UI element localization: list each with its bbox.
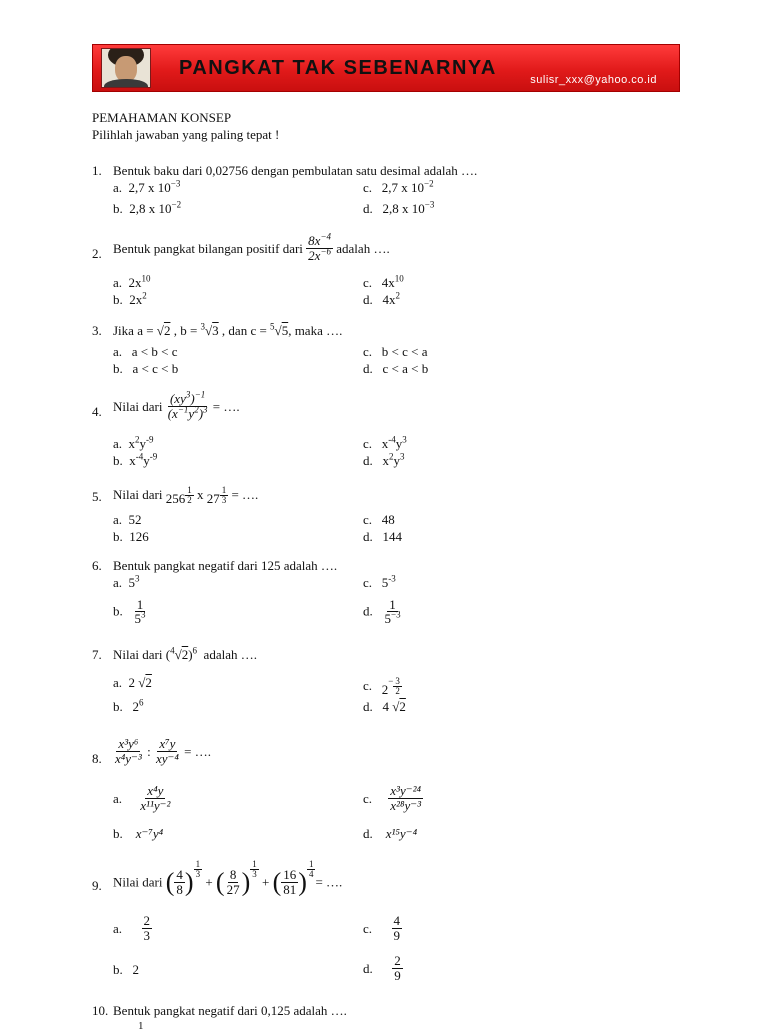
section-heading: PEMAHAMAN KONSEP: [92, 110, 232, 125]
q1-option-b[interactable]: b. 2,8 x $10^{-2}$: [113, 199, 182, 216]
q3-question: Jika a = √2 , b = $^3$√3 , dan c = $^5$√5, maka ….: [113, 321, 343, 338]
q10-number: 10.: [92, 1003, 109, 1018]
author-email: sulisr_xxx@yahoo.co.id: [530, 74, 657, 86]
q2-option-a[interactable]: a. $2x^{10}$: [113, 273, 151, 290]
q5-option-d[interactable]: d. 144: [363, 529, 402, 544]
q7-option-c[interactable]: c. 2− $\frac{3}{2}$: [363, 676, 400, 697]
q9-option-b[interactable]: b. 2: [113, 962, 139, 977]
q5-option-a[interactable]: a. 52: [113, 512, 142, 527]
q5-question: Nilai dari 256 $\frac{1}{2}$ x 27 $\frac{1}{3}$ = ….: [113, 485, 259, 506]
q1-option-d[interactable]: d. 2,8 x $10^{-3}$: [363, 199, 435, 216]
q8-option-d[interactable]: d. x¹⁵y⁻⁴: [363, 826, 418, 841]
q2-question: Bentuk pangkat bilangan positif dari $\frac{8x^{-4}}{2x^{-6}}$ adalah ….: [113, 231, 390, 263]
author-photo: [101, 48, 151, 88]
q1-text: Bentuk baku dari 0,02756 dengan pembulatan satu desimal adalah ….: [113, 163, 478, 178]
q9-question: Nilai dari ( $\frac{4}{8}$ ) $\frac{1}{3}$ + ( $\frac{8}{27}$ ) $\frac{1}{3}$ + ( $\frac{16}{81}$ ) $\frac{1}{4}$ = ….: [113, 859, 343, 897]
q6-text: Bentuk pangkat negatif dari 125 adalah ….: [113, 558, 338, 573]
q6-option-a[interactable]: a. $5^3$: [113, 573, 140, 590]
q4-option-d[interactable]: d. $x^2y^3$: [363, 451, 405, 468]
q1-option-a[interactable]: a. 2,7 x $10^{-3}$: [113, 178, 181, 195]
q2-fraction: $\frac{8x^{-4}}{2x^{-6}}$: [308, 231, 332, 263]
q9-option-d[interactable]: d. $\frac{2}{9}$: [363, 953, 401, 983]
q7-number: 7.: [92, 647, 102, 662]
q3-option-b[interactable]: b. a < c < b: [113, 361, 179, 376]
q6-option-c[interactable]: c. $5^{-3}$: [363, 573, 396, 590]
q6-option-d[interactable]: d. $\frac{1}{5^{-3}}$: [363, 597, 401, 626]
instruction: Pilihlah jawaban yang paling tepat !: [92, 127, 280, 142]
q4-option-b[interactable]: b. $x^{-4}y^{-9}$: [113, 451, 158, 468]
q4-option-c[interactable]: c. $x^{-4}y^3$: [363, 434, 407, 451]
q2-number: 2.: [92, 246, 102, 261]
q7-option-a[interactable]: a. 2 √2: [113, 675, 152, 690]
q3-option-a[interactable]: a. a < b < c: [113, 344, 178, 359]
q4-question: Nilai dari $\frac{(xy^3)^{-1}}{(x^{-1}y^2)^3}$ = ….: [113, 389, 240, 421]
q1-option-c[interactable]: c. 2,7 x $10^{-2}$: [363, 178, 434, 195]
q3-option-c[interactable]: c. b < c < a: [363, 344, 428, 359]
q4-number: 4.: [92, 404, 102, 419]
q4-option-a[interactable]: a. $x^2y^{-9}$: [113, 434, 154, 451]
header-banner: [92, 44, 680, 92]
q2-option-b[interactable]: b. $2x^2$: [113, 290, 147, 307]
q9-option-a[interactable]: a. $\frac{2}{3}$: [113, 913, 151, 943]
q8-option-b[interactable]: b. x⁻⁷y⁴: [113, 826, 164, 841]
q8-option-a[interactable]: a. $\frac{\text{x⁴y}}{\text{x¹¹y⁻²}}$: [113, 783, 171, 813]
q5-option-c[interactable]: c. 48: [363, 512, 395, 527]
q1-number: 1.: [92, 163, 102, 178]
q7-question: Nilai dari $(^4√2)^6$ adalah ….: [113, 645, 257, 662]
q8-number: 8.: [92, 751, 102, 766]
q6-number: 6.: [92, 558, 102, 573]
q7-option-b[interactable]: b. $2^6$: [113, 697, 144, 714]
q2-option-d[interactable]: d. $4x^2$: [363, 290, 400, 307]
q9-option-c[interactable]: c. $\frac{4}{9}$: [363, 913, 401, 943]
q6-option-b[interactable]: b. $\frac{1}{5^3}$: [113, 597, 146, 626]
page-title: PANGKAT TAK SEBENARNYA: [179, 57, 497, 79]
q8-option-c[interactable]: c. $\frac{\text{x³y⁻²⁴}}{\text{x²⁸y⁻³}}$: [363, 783, 421, 813]
q10-option-a-partial[interactable]: 1: [138, 1020, 144, 1032]
q2-option-c[interactable]: c. $4x^{10}$: [363, 273, 404, 290]
q3-number: 3.: [92, 323, 102, 338]
q4-fraction: $\frac{(xy^3)^{-1}}{(x^{-1}y^2)^3}$: [167, 389, 208, 421]
q10-text: Bentuk pangkat negatif dari 0,125 adalah ….: [113, 1003, 347, 1018]
q7-option-d[interactable]: d. 4 √2: [363, 699, 406, 714]
q9-number: 9.: [92, 878, 102, 893]
q5-number: 5.: [92, 489, 102, 504]
q8-question: $\frac{\text{x³y⁶}}{\text{x⁴y⁻³}}$ : $\frac{\text{x⁷y}}{\text{xy⁻⁴}}$ = ….: [115, 736, 211, 766]
q5-option-b[interactable]: b. 126: [113, 529, 149, 544]
q3-option-d[interactable]: d. c < a < b: [363, 361, 429, 376]
